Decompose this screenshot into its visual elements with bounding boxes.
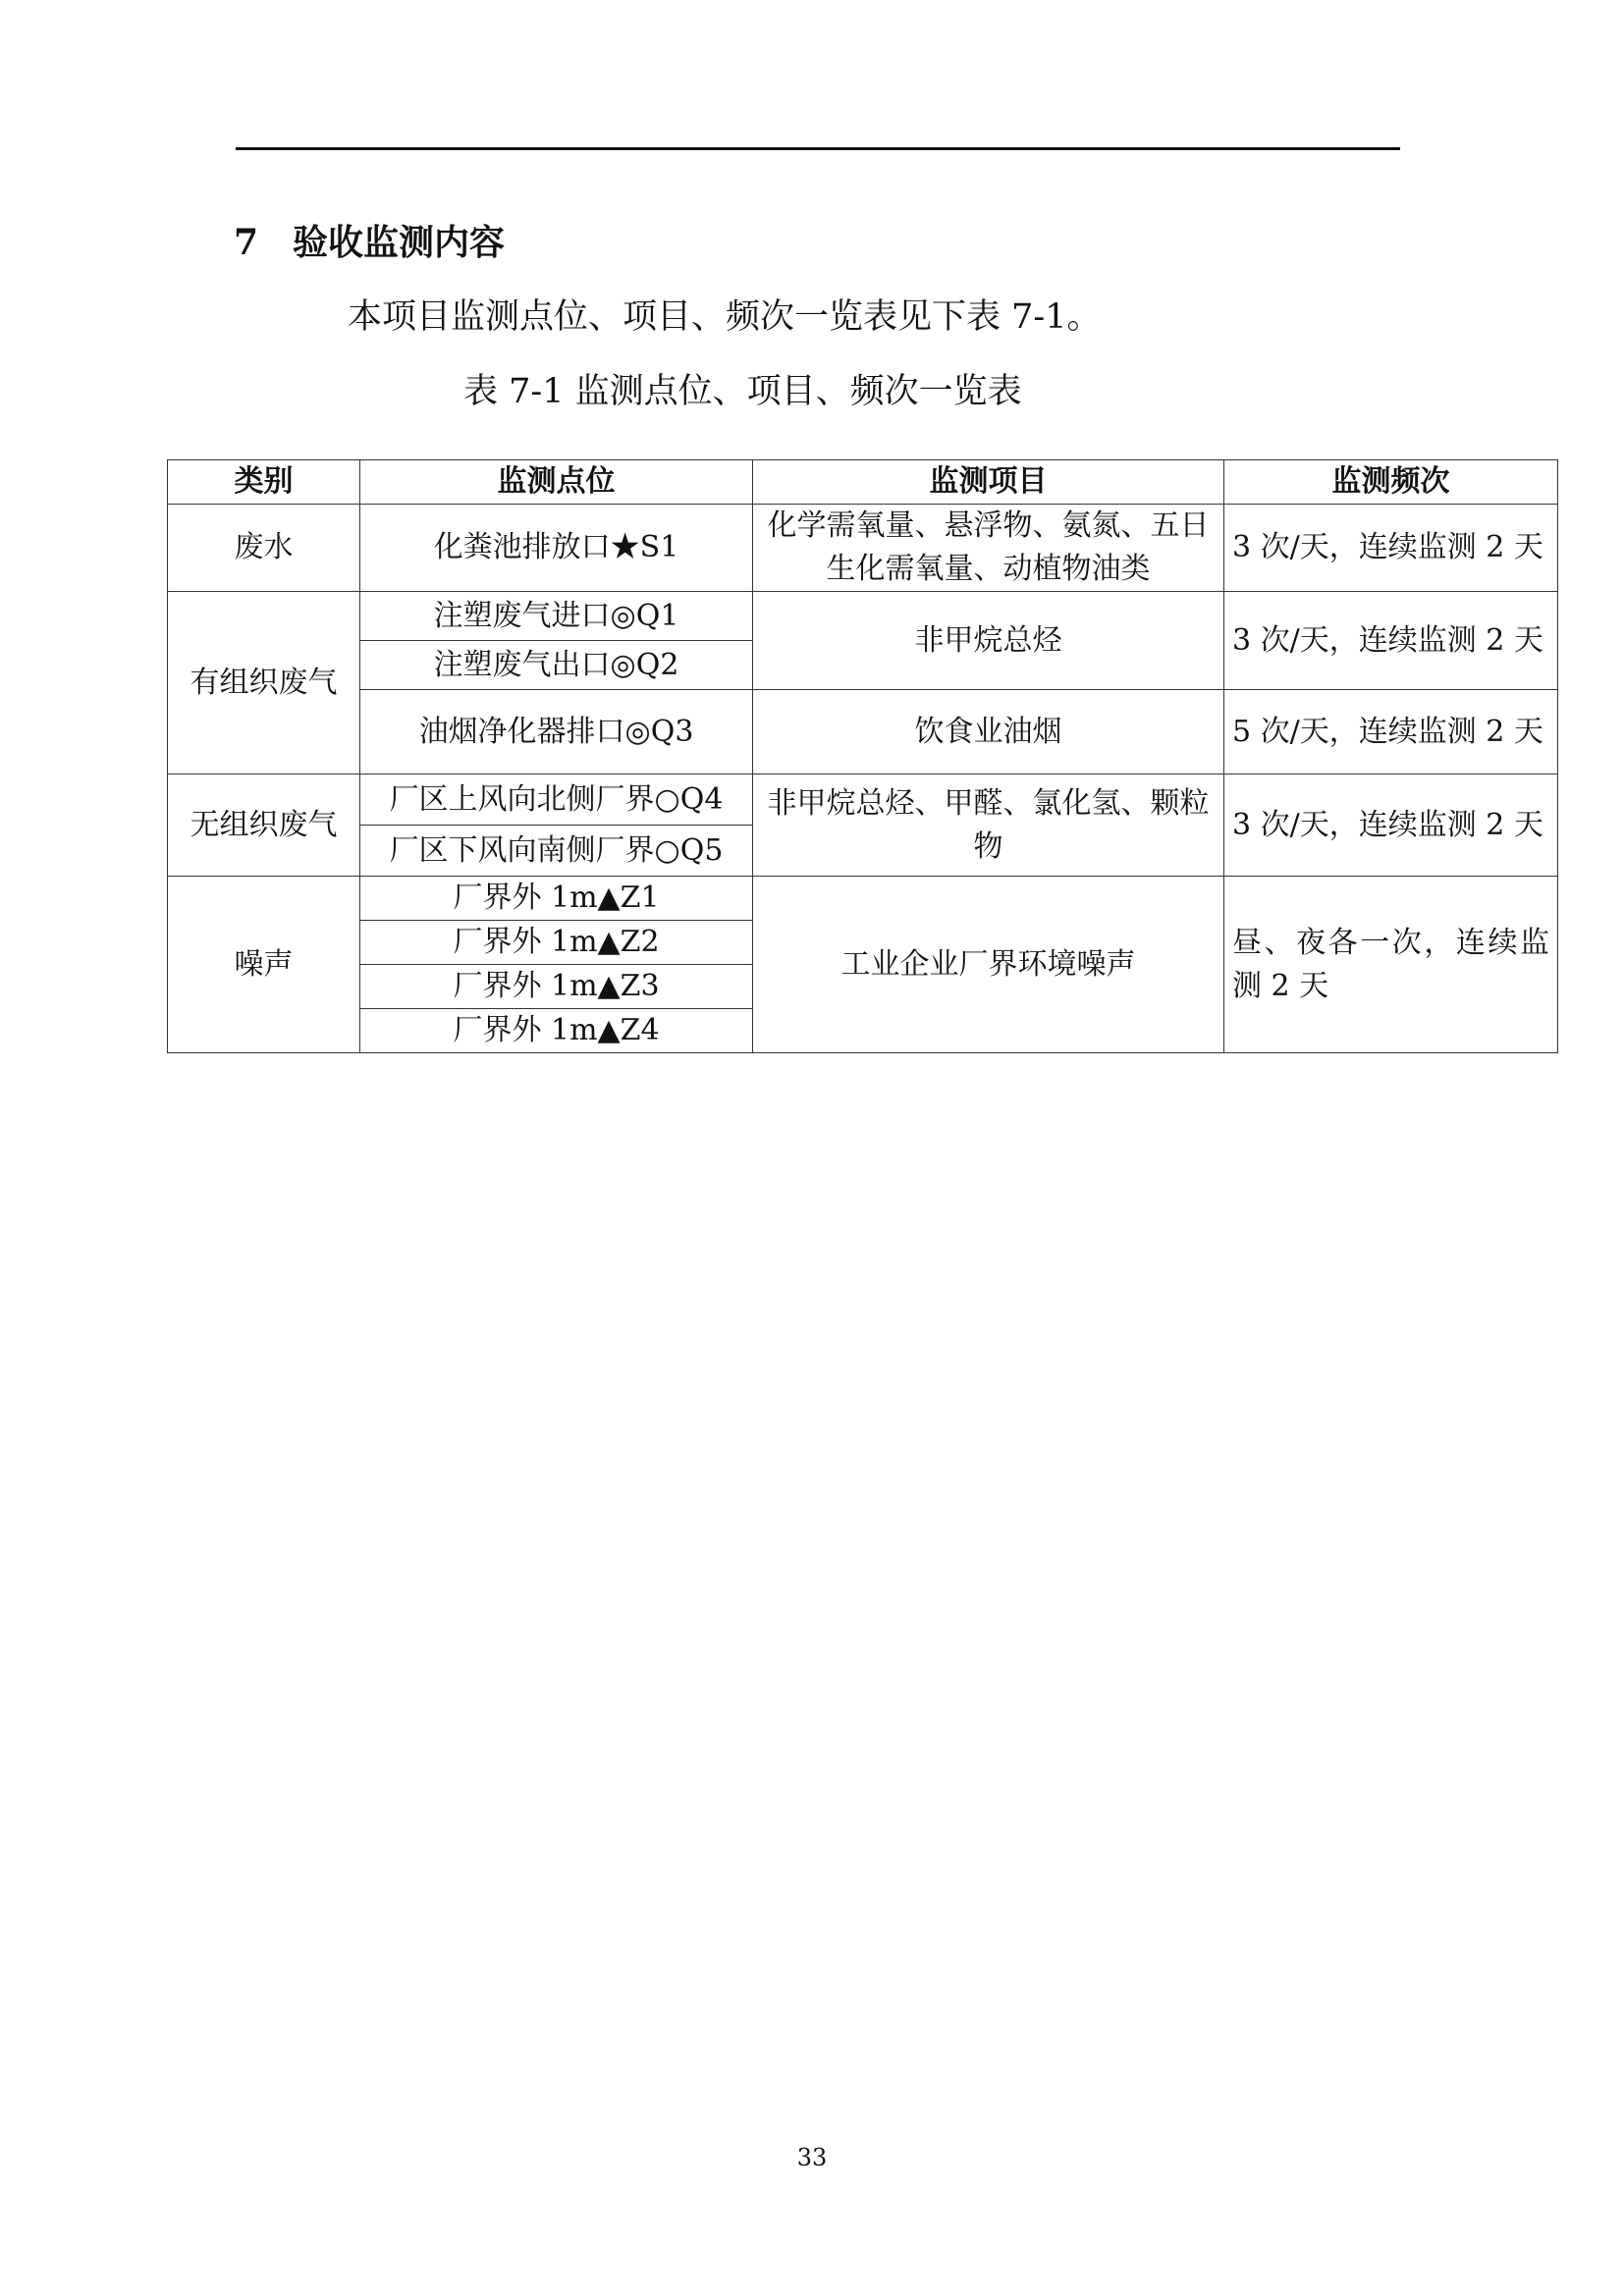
items-cell: 非甲烷总烃、甲醛、氯化氢、颗粒物 xyxy=(753,774,1224,877)
monitoring-table xyxy=(167,459,1558,1053)
category-cell: 无组织废气 xyxy=(168,774,360,877)
point-cell: 油烟净化器排口◎Q3 xyxy=(360,690,753,774)
point-cell: 注塑废气出口◎Q2 xyxy=(360,641,753,690)
category-cell: 有组织废气 xyxy=(168,592,360,774)
header-point: 监测点位 xyxy=(360,460,753,505)
point-cell: 厂界外 1m▲Z1 xyxy=(360,877,753,921)
point-cell: 注塑废气进口◎Q1 xyxy=(360,592,753,641)
frequency-cell: 5 次/天，连续监测 2 天 xyxy=(1224,690,1558,774)
page-number: 33 xyxy=(796,2144,828,2171)
header-category: 类别 xyxy=(168,460,360,505)
point-cell: 厂界外 1m▲Z2 xyxy=(360,921,753,965)
table-row xyxy=(168,505,1558,592)
category-cell: 噪声 xyxy=(168,877,360,1053)
point-cell: 厂界外 1m▲Z3 xyxy=(360,965,753,1009)
header-rule xyxy=(236,147,1400,150)
table-row xyxy=(168,774,1558,826)
point-cell: 厂界外 1m▲Z4 xyxy=(360,1009,753,1053)
items-cell: 非甲烷总烃 xyxy=(753,592,1224,690)
frequency-cell: 昼、夜各一次，连续监测 2 天 xyxy=(1224,877,1558,1053)
items-cell: 饮食业油烟 xyxy=(753,690,1224,774)
header-items: 监测项目 xyxy=(753,460,1224,505)
items-cell: 工业企业厂界环境噪声 xyxy=(753,877,1224,1053)
intro-paragraph: 本项目监测点位、项目、频次一览表见下表 7-1。 xyxy=(348,297,1102,337)
table-row xyxy=(168,592,1558,641)
table-row xyxy=(168,690,1558,774)
items-cell: 化学需氧量、悬浮物、氨氮、五日生化需氧量、动植物油类 xyxy=(753,505,1224,592)
section-heading xyxy=(234,218,505,267)
category-cell: 废水 xyxy=(168,505,360,592)
frequency-cell: 3 次/天，连续监测 2 天 xyxy=(1224,774,1558,877)
point-cell: 厂区上风向北侧厂界○Q4 xyxy=(360,774,753,826)
point-cell: 化粪池排放口★S1 xyxy=(360,505,753,592)
header-frequency: 监测频次 xyxy=(1224,460,1558,505)
table-caption: 表 7-1 监测点位、项目、频次一览表 xyxy=(463,372,1022,411)
point-cell: 厂区下风向南侧厂界○Q5 xyxy=(360,826,753,877)
frequency-cell: 3 次/天，连续监测 2 天 xyxy=(1224,505,1558,592)
table-header-row xyxy=(168,460,1558,505)
section-title: 验收监测内容 xyxy=(293,222,506,263)
frequency-cell: 3 次/天，连续监测 2 天 xyxy=(1224,592,1558,690)
table-row xyxy=(168,877,1558,921)
section-number: 7 xyxy=(234,222,259,263)
